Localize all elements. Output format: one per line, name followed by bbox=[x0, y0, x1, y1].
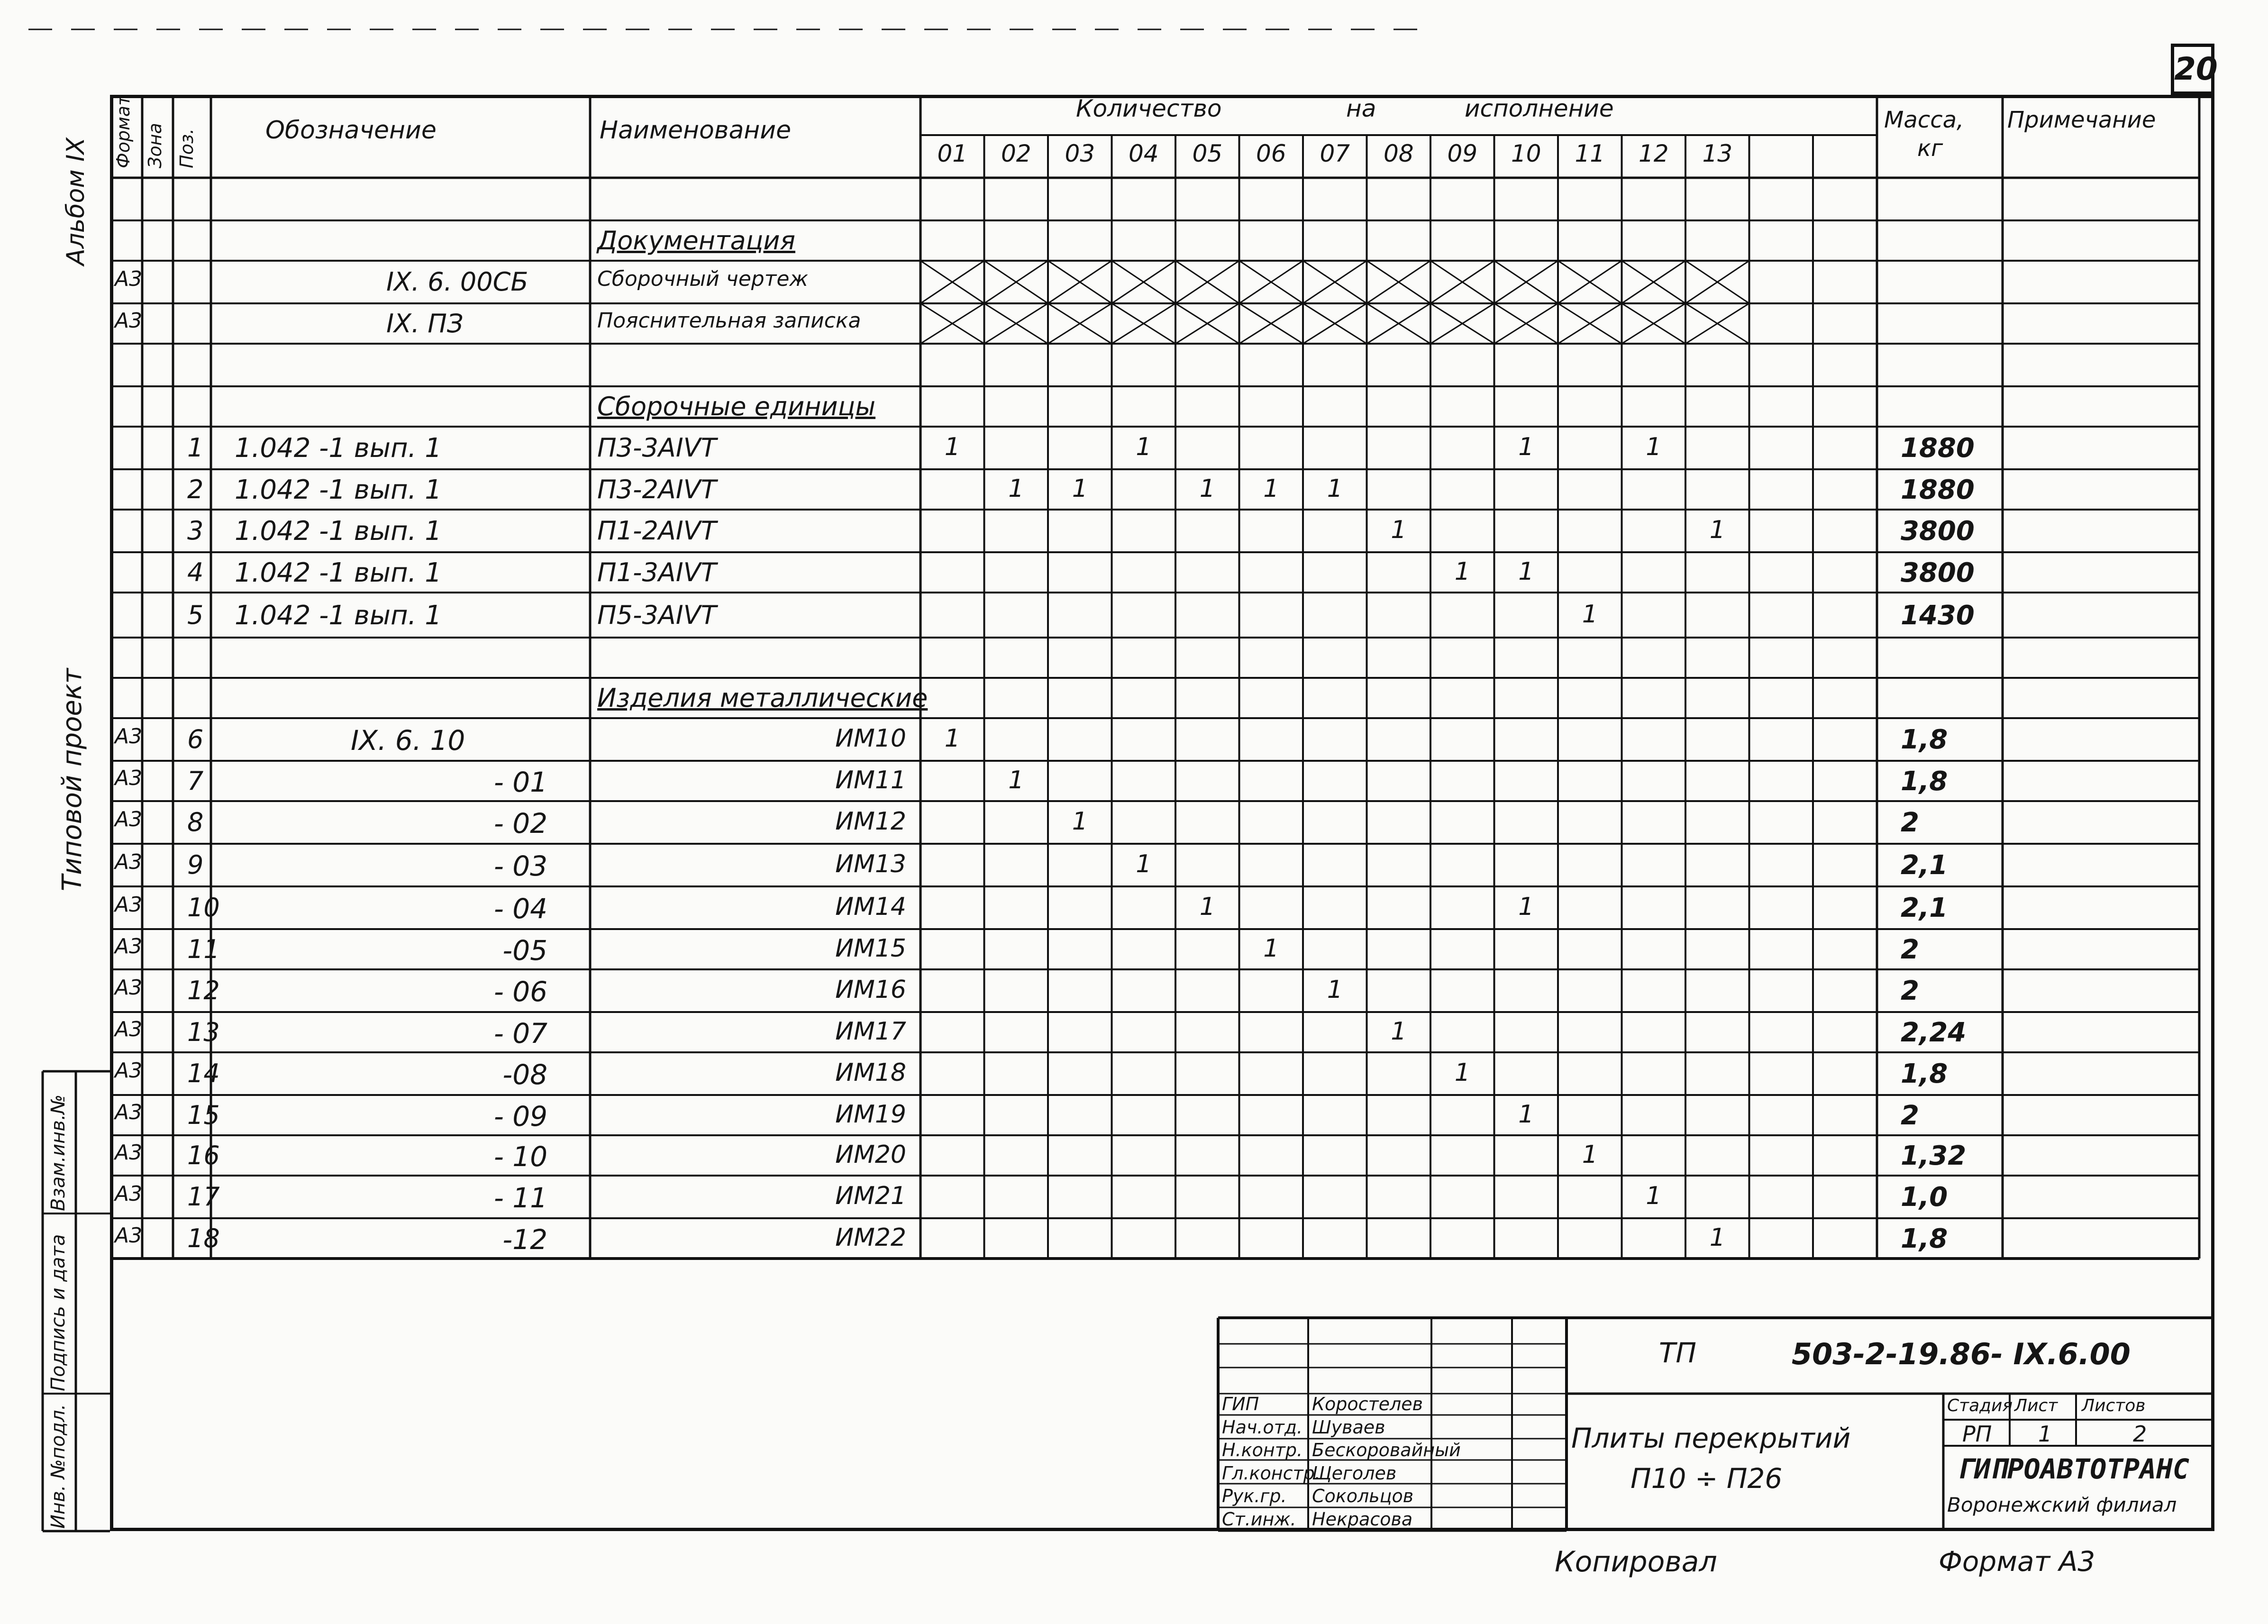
staff-role: ГИП bbox=[1222, 1394, 1259, 1414]
header-pos: Поз. bbox=[176, 128, 197, 168]
row-pos: 6 bbox=[187, 724, 204, 754]
branch-name: Воронежский филиал bbox=[1947, 1493, 2177, 1516]
row-pos: 2 bbox=[187, 474, 204, 504]
variant-09: 09 bbox=[1447, 140, 1478, 167]
staff-role: Гл.констр. bbox=[1222, 1462, 1321, 1484]
qty-10: 1 bbox=[1518, 1100, 1534, 1129]
variant-03: 03 bbox=[1065, 140, 1095, 167]
row-name: ИМ11 bbox=[835, 766, 906, 794]
row-mass: 1,8 bbox=[1901, 1058, 1948, 1089]
row-name: ИМ17 bbox=[835, 1017, 906, 1046]
row-name: ИМ22 bbox=[835, 1223, 906, 1252]
qty-13: 1 bbox=[1709, 516, 1725, 544]
row-designation: 1.042 -1 вып. 1 bbox=[235, 600, 442, 631]
row-pos: 18 bbox=[187, 1223, 220, 1253]
row-mass: 3800 bbox=[1901, 557, 1975, 588]
header-quantity-variant: исполнение bbox=[1465, 95, 1614, 122]
variant-13: 13 bbox=[1702, 140, 1733, 167]
row-name: П3-2АIVТ bbox=[597, 474, 717, 504]
row-pos: 11 bbox=[187, 934, 220, 964]
row-name: ИМ10 bbox=[835, 724, 906, 753]
sheet-label: Лист bbox=[2014, 1396, 2058, 1415]
staff-role: Рук.гр. bbox=[1222, 1486, 1287, 1506]
row-mass: 1,0 bbox=[1901, 1182, 1948, 1213]
row-pos: 17 bbox=[187, 1182, 220, 1212]
qty-11: 1 bbox=[1582, 600, 1598, 629]
project-label: Типовой проект bbox=[57, 668, 88, 891]
header-designation: Обозначение bbox=[265, 116, 437, 145]
row-name: ИМ13 bbox=[835, 850, 906, 878]
format-label: Формат А3 bbox=[1939, 1545, 2095, 1578]
row-designation: - 07 bbox=[493, 1017, 547, 1049]
sheet-value: 1 bbox=[2038, 1421, 2052, 1447]
row-format: А3 bbox=[115, 1140, 143, 1165]
row-format: А3 bbox=[115, 267, 143, 291]
row-designation: - 01 bbox=[493, 766, 547, 798]
qty-09: 1 bbox=[1454, 557, 1470, 586]
qty-05: 1 bbox=[1199, 474, 1215, 503]
stage-value: РП bbox=[1962, 1421, 1992, 1447]
row-designation: - 06 bbox=[493, 976, 547, 1008]
doc-code-prefix: ТП bbox=[1659, 1337, 1697, 1369]
row-designation: - 09 bbox=[493, 1100, 547, 1132]
row-mass: 1,8 bbox=[1901, 766, 1948, 797]
row-mass: 1430 bbox=[1901, 600, 1975, 631]
variant-12: 12 bbox=[1638, 140, 1669, 167]
qty-02: 1 bbox=[1008, 766, 1024, 794]
row-mass: 2,1 bbox=[1901, 850, 1948, 881]
row-format: А3 bbox=[115, 766, 143, 790]
staff-name: Сокольцов bbox=[1312, 1486, 1414, 1506]
sheets-label: Листов bbox=[2082, 1396, 2146, 1415]
row-name: П1-2АIVТ bbox=[597, 516, 717, 546]
row-designation: - 10 bbox=[493, 1140, 547, 1173]
row-pos: 9 bbox=[187, 850, 204, 880]
row-designation: - 04 bbox=[493, 893, 547, 925]
row-designation: - 03 bbox=[493, 850, 547, 882]
qty-08: 1 bbox=[1391, 1017, 1407, 1046]
row-pos: 7 bbox=[187, 766, 204, 796]
stamp-label: Инв. №подл. bbox=[47, 1404, 69, 1529]
qty-03: 1 bbox=[1072, 474, 1088, 503]
row-designation: -08 bbox=[502, 1058, 547, 1091]
row-format: А3 bbox=[115, 1017, 143, 1041]
row-pos: 14 bbox=[187, 1058, 220, 1088]
qty-04: 1 bbox=[1136, 433, 1152, 461]
staff-role: Нач.отд. bbox=[1222, 1416, 1303, 1438]
row-mass: 1880 bbox=[1901, 474, 1975, 505]
header-mass: Масса, bbox=[1884, 107, 1964, 133]
row-mass: 2 bbox=[1901, 1100, 1919, 1131]
row-pos: 1 bbox=[187, 433, 204, 463]
sheet-number: 20 bbox=[2171, 44, 2214, 95]
section-heading: Документация bbox=[597, 225, 795, 255]
row-pos: 10 bbox=[187, 893, 220, 922]
row-pos: 4 bbox=[187, 557, 204, 587]
row-name: Пояснительная записка bbox=[597, 308, 861, 333]
qty-03: 1 bbox=[1072, 807, 1088, 836]
header-quantity: Количество bbox=[1076, 95, 1222, 122]
row-name: ИМ18 bbox=[835, 1058, 906, 1087]
row-mass: 1,32 bbox=[1901, 1140, 1967, 1171]
stage-label: Стадия bbox=[1947, 1396, 2013, 1415]
doc-title: Плиты перекрытий bbox=[1571, 1422, 1851, 1454]
header-mass-unit: кг bbox=[1917, 135, 1943, 162]
row-pos: 5 bbox=[187, 600, 204, 630]
row-designation: IX. ПЗ bbox=[386, 308, 464, 338]
row-format: А3 bbox=[115, 1182, 143, 1206]
row-name: ИМ14 bbox=[835, 893, 906, 921]
qty-12: 1 bbox=[1646, 1182, 1662, 1210]
row-pos: 16 bbox=[187, 1140, 220, 1170]
qty-09: 1 bbox=[1454, 1058, 1470, 1087]
row-format: А3 bbox=[115, 850, 143, 874]
staff-name: Щеголев bbox=[1312, 1462, 1397, 1484]
variant-05: 05 bbox=[1192, 140, 1223, 167]
row-name: ИМ12 bbox=[835, 807, 906, 836]
qty-06: 1 bbox=[1263, 474, 1279, 503]
row-format: А3 bbox=[115, 934, 143, 958]
row-pos: 12 bbox=[187, 976, 220, 1005]
variant-08: 08 bbox=[1383, 140, 1414, 167]
header-zone: Зона bbox=[145, 123, 165, 168]
staff-role: Н.контр. bbox=[1222, 1440, 1303, 1460]
row-designation: - 11 bbox=[493, 1182, 547, 1214]
row-format: А3 bbox=[115, 807, 143, 831]
row-designation: 1.042 -1 вып. 1 bbox=[235, 474, 442, 505]
row-format: А3 bbox=[115, 893, 143, 917]
copied-label: Копировал bbox=[1555, 1545, 1717, 1578]
section-heading: Изделия металлические bbox=[597, 683, 928, 713]
row-format: А3 bbox=[115, 1223, 143, 1248]
qty-05: 1 bbox=[1199, 893, 1215, 921]
row-format: А3 bbox=[115, 724, 143, 748]
row-designation: 1.042 -1 вып. 1 bbox=[235, 516, 442, 547]
qty-07: 1 bbox=[1327, 474, 1343, 503]
qty-10: 1 bbox=[1518, 433, 1534, 461]
row-mass: 2 bbox=[1901, 807, 1919, 838]
section-heading: Сборочные единицы bbox=[597, 391, 876, 421]
org-name: ГИПРОАВТОТРАНС bbox=[1958, 1453, 2189, 1485]
doc-code: 503-2-19.86- IX.6.00 bbox=[1792, 1337, 2131, 1371]
qty-11: 1 bbox=[1582, 1140, 1598, 1169]
row-mass: 2 bbox=[1901, 976, 1919, 1006]
qty-08: 1 bbox=[1391, 516, 1407, 544]
row-name: ИМ21 bbox=[835, 1182, 906, 1210]
qty-04: 1 bbox=[1136, 850, 1152, 878]
row-pos: 8 bbox=[187, 807, 204, 837]
row-pos: 15 bbox=[187, 1100, 220, 1130]
header-quantity-on: на bbox=[1346, 95, 1376, 122]
row-designation: 1.042 -1 вып. 1 bbox=[235, 433, 442, 464]
staff-role: Ст.инж. bbox=[1222, 1508, 1296, 1530]
row-pos: 13 bbox=[187, 1017, 220, 1047]
row-pos: 3 bbox=[187, 516, 204, 546]
qty-02: 1 bbox=[1008, 474, 1024, 503]
variant-06: 06 bbox=[1256, 140, 1286, 167]
row-designation: 1.042 -1 вып. 1 bbox=[235, 557, 442, 588]
row-name: П5-3АIVТ bbox=[597, 600, 717, 630]
doc-subtitle: П10 ÷ П26 bbox=[1630, 1462, 1783, 1495]
qty-12: 1 bbox=[1646, 433, 1662, 461]
row-mass: 3800 bbox=[1901, 516, 1975, 547]
album-label: Альбом IX bbox=[62, 137, 90, 265]
variant-01: 01 bbox=[937, 140, 968, 167]
qty-10: 1 bbox=[1518, 893, 1534, 921]
row-name: ИМ20 bbox=[835, 1140, 906, 1169]
row-mass: 1,8 bbox=[1901, 724, 1948, 755]
row-designation: - 02 bbox=[493, 807, 547, 839]
row-name: ИМ15 bbox=[835, 934, 906, 963]
row-mass: 1,8 bbox=[1901, 1223, 1948, 1254]
sheets-value: 2 bbox=[2133, 1421, 2147, 1447]
row-mass: 2,24 bbox=[1901, 1017, 1967, 1048]
staff-name: Коростелев bbox=[1312, 1394, 1423, 1414]
row-format: А3 bbox=[115, 308, 143, 333]
row-designation: -12 bbox=[502, 1223, 547, 1256]
variant-11: 11 bbox=[1575, 140, 1605, 167]
row-format: А3 bbox=[115, 1058, 143, 1083]
qty-06: 1 bbox=[1263, 934, 1279, 963]
row-designation: IX. 6. 00СБ bbox=[386, 267, 528, 297]
qty-13: 1 bbox=[1709, 1223, 1725, 1252]
stamp-label: Взам.инв.№ bbox=[47, 1094, 69, 1211]
qty-01: 1 bbox=[944, 433, 960, 461]
row-mass: 2,1 bbox=[1901, 893, 1948, 923]
row-name: П1-3АIVТ bbox=[597, 557, 717, 587]
qty-10: 1 bbox=[1518, 557, 1534, 586]
row-mass: 1880 bbox=[1901, 433, 1975, 464]
staff-name: Некрасова bbox=[1312, 1508, 1413, 1530]
variant-02: 02 bbox=[1001, 140, 1031, 167]
qty-01: 1 bbox=[944, 724, 960, 753]
row-mass: 2 bbox=[1901, 934, 1919, 965]
header-note: Примечание bbox=[2007, 107, 2156, 133]
staff-name: Шуваев bbox=[1312, 1416, 1385, 1438]
row-format: А3 bbox=[115, 1100, 143, 1124]
variant-07: 07 bbox=[1320, 140, 1350, 167]
header-name: Наименование bbox=[600, 116, 792, 145]
row-format: А3 bbox=[115, 976, 143, 1000]
row-name: ИМ16 bbox=[835, 976, 906, 1004]
header-format: Формат bbox=[113, 95, 134, 168]
row-name: П3-3АIVТ bbox=[597, 433, 717, 463]
row-designation: IX. 6. 10 bbox=[351, 724, 465, 757]
row-designation: -05 bbox=[502, 934, 547, 967]
qty-07: 1 bbox=[1327, 976, 1343, 1004]
row-name: ИМ19 bbox=[835, 1100, 906, 1129]
variant-04: 04 bbox=[1128, 140, 1159, 167]
row-name: Сборочный чертеж bbox=[597, 267, 809, 291]
variant-10: 10 bbox=[1511, 140, 1541, 167]
staff-name: Бескоровайный bbox=[1312, 1440, 1461, 1460]
stamp-label: Подпись и дата bbox=[47, 1234, 69, 1391]
